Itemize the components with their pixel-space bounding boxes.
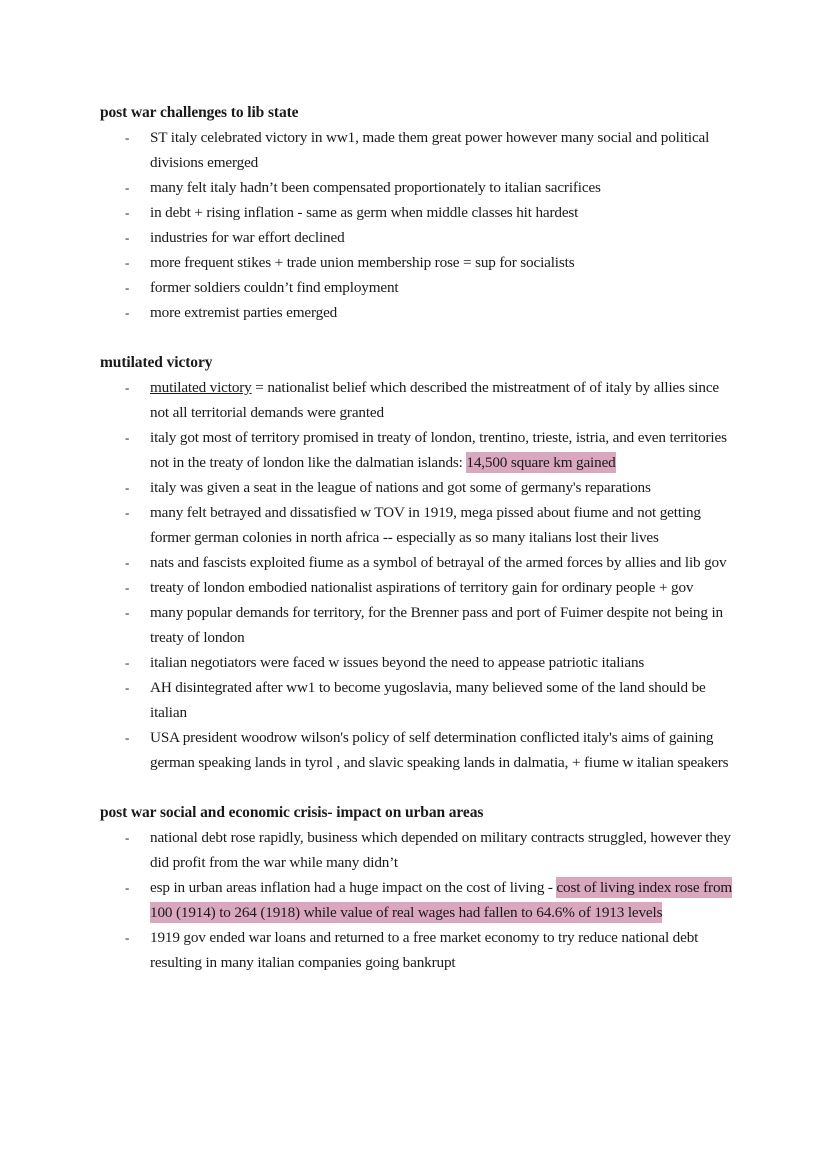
list-item: - ST italy celebrated victory in ww1, made them great power however many social and political divisions emerged — [100, 125, 740, 175]
bullet-dash-icon: - — [125, 205, 130, 220]
list-item: - italy got most of territory promised in treaty of london, trentino, trieste, istria, and even territories not in the treaty of london like the dalmatian islands: 14,500 square km gained — [100, 425, 740, 475]
list-item: - esp in urban areas inflation had a huge impact on the cost of living - cost of living index rose from 100 (1914) to 264 (1918) while value of real wages had fallen to 64.6% of 1913 levels — [100, 875, 740, 925]
list-item: - more frequent stikes + trade union membership rose = sup for socialists — [100, 250, 740, 275]
list-item: - national debt rose rapidly, business which depended on military contracts struggled, however they did profit from the war while many didn’t — [100, 825, 740, 875]
bullet-dash-icon: - — [125, 380, 130, 395]
bullet-dash-icon: - — [125, 555, 130, 570]
section-post-war-challenges — [100, 100, 740, 325]
bullet-list — [100, 375, 740, 775]
list-item: - in debt + rising inflation - same as germ when middle classes hit hardest — [100, 200, 740, 225]
highlighted-text: cost of living index rose from 100 (1914) to 264 (1918) while value of real wages had fallen to 64.6% of 1913 levels — [150, 879, 733, 921]
list-item: - industries for war effort declined — [100, 225, 740, 250]
underlined-term: mutilated victory — [150, 379, 252, 396]
section-heading: post war challenges to lib state — [100, 104, 299, 121]
bullet-dash-icon: - — [125, 580, 130, 595]
bullet-dash-icon: - — [125, 430, 130, 445]
section-heading: post war social and economic crisis- impact on urban areas — [100, 804, 484, 821]
list-item: - more extremist parties emerged — [100, 300, 740, 325]
list-item: - AH disintegrated after ww1 to become yugoslavia, many believed some of the land should be italian — [100, 675, 740, 725]
bullet-dash-icon: - — [125, 680, 130, 695]
section-post-war-crisis — [100, 800, 740, 975]
list-item: - 1919 gov ended war loans and returned to a free market economy to try reduce national debt resulting in many italian companies going bankrupt — [100, 925, 740, 975]
bullet-dash-icon: - — [125, 930, 130, 945]
bullet-dash-icon: - — [125, 830, 130, 845]
bullet-dash-icon: - — [125, 230, 130, 245]
list-item: - USA president woodrow wilson's policy of self determination conflicted italy's aims of gaining german speaking lands in tyrol , and slavic speaking lands in dalmatia, + fiume w italian speakers — [100, 725, 740, 775]
bullet-dash-icon: - — [125, 880, 130, 895]
bullet-dash-icon: - — [125, 305, 130, 320]
bullet-dash-icon: - — [125, 255, 130, 270]
list-item: - mutilated victory = nationalist belief which described the mistreatment of of italy by allies since not all territorial demands were granted — [100, 375, 740, 425]
list-item: - many popular demands for territory, for the Brenner pass and port of Fuimer despite not being in treaty of london — [100, 600, 740, 650]
document-page — [100, 100, 740, 1000]
bullet-list — [100, 825, 740, 975]
bullet-list — [100, 125, 740, 325]
list-item: - nats and fascists exploited fiume as a symbol of betrayal of the armed forces by allies and lib gov — [100, 550, 740, 575]
highlighted-text: 14,500 square km gained — [466, 454, 616, 471]
list-item: - italy was given a seat in the league of nations and got some of germany's reparations — [100, 475, 740, 500]
bullet-dash-icon: - — [125, 655, 130, 670]
section-mutilated-victory — [100, 350, 740, 775]
bullet-dash-icon: - — [125, 280, 130, 295]
list-item: - many felt italy hadn’t been compensated proportionately to italian sacrifices — [100, 175, 740, 200]
bullet-dash-icon: - — [125, 730, 130, 745]
bullet-dash-icon: - — [125, 505, 130, 520]
list-item: - treaty of london embodied nationalist aspirations of territory gain for ordinary people + gov — [100, 575, 740, 600]
bullet-dash-icon: - — [125, 605, 130, 620]
list-item: - italian negotiators were faced w issues beyond the need to appease patriotic italians — [100, 650, 740, 675]
section-heading: mutilated victory — [100, 354, 213, 371]
bullet-dash-icon: - — [125, 180, 130, 195]
list-item: - many felt betrayed and dissatisfied w TOV in 1919, mega pissed about fiume and not getting former german colonies in north africa -- especially as so many italians lost their lives — [100, 500, 740, 550]
bullet-dash-icon: - — [125, 130, 130, 145]
bullet-dash-icon: - — [125, 480, 130, 495]
list-item: - former soldiers couldn’t find employment — [100, 275, 740, 300]
